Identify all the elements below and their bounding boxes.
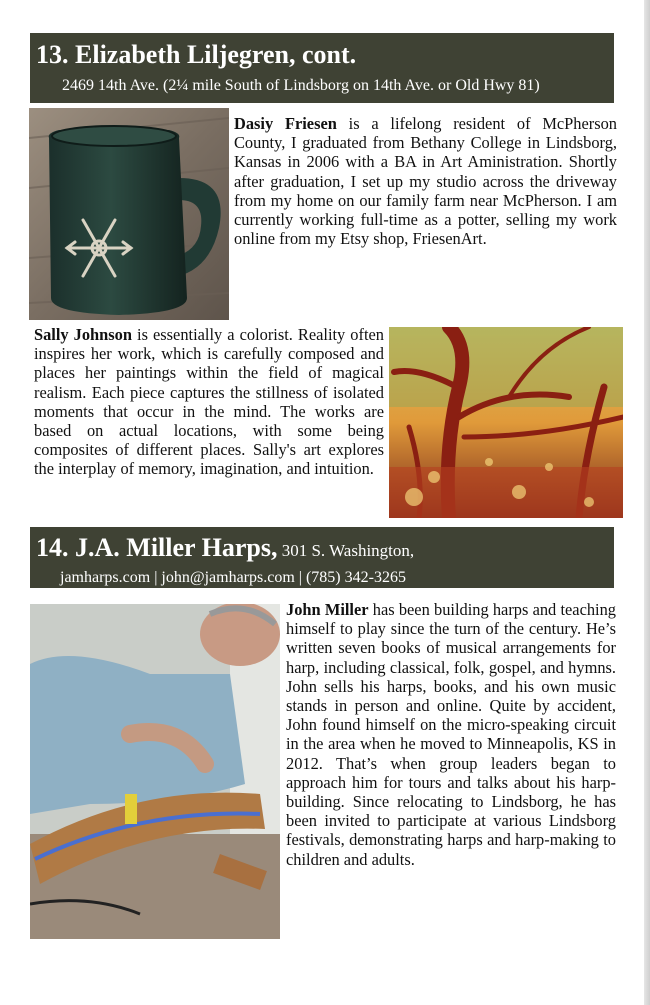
- section-13-address: 2469 14th Ave. (2¼ mile South of Lindsborg on 14th Ave. or Old Hwy 81): [62, 77, 540, 94]
- section-14-contact: jamharps.com | john@jamharps.com | (785) 342-3265: [60, 569, 406, 586]
- section-14-header: [30, 527, 614, 588]
- section-13-title: 13. Elizabeth Liljegren, cont.: [36, 40, 357, 69]
- daisy-friesen-paragraph: [234, 114, 617, 248]
- john-miller-bio: has been building harps and teaching himself to play since the turn of the century. He’s written seven books of musical arrangements for harp, including classical, folk, gospel, and hymns. John sells his harps, books, and his own music stands in person and online. Quite by accident, John found himself on the micro-speaking circuit in the area when he moved to Minneapolis, KS in 2012. That’s when group leaders began to approach him for tours and talks about his harp-building. Since relocating to Lindsborg, he has been invited to participate at various Lindsborg festivals, demonstrating harps and harp-making to children and adults.: [286, 600, 616, 869]
- section-14-title: 14. J.A. Miller Harps,: [36, 533, 278, 562]
- daisy-friesen-bio: is a lifelong resident of McPherson County, I graduated from Bethany College in Lindsborg, Kansas in 2006 with a BA in Art Aministration. Shortly after graduation, I set up my studio across the driveway from my home on our family farm near McPherson. I am currently working full-time as a potter, selling my work online from my Etsy shop, FriesenArt.: [234, 114, 617, 249]
- daisy-friesen-name: Dasiy Friesen: [234, 114, 337, 133]
- john-miller-paragraph: [286, 600, 616, 869]
- section-13-header: [30, 33, 614, 103]
- sally-johnson-paragraph: [34, 325, 384, 479]
- harp-making-photo: [30, 604, 280, 939]
- snowflake-mug-photo: [29, 108, 229, 320]
- section-14-address: 301 S. Washington,: [277, 541, 415, 560]
- section-14-title-line: [36, 533, 614, 567]
- page-edge: [644, 0, 650, 1005]
- forest-painting: [389, 327, 623, 518]
- sally-johnson-name: Sally Johnson: [34, 325, 132, 344]
- john-miller-name: John Miller: [286, 600, 369, 619]
- sally-johnson-bio: is essentially a colorist. Reality often inspires her work, which is carefully composed and places her paintings within the field of magical realism. Each piece captures the stillness of isolated moments that occur in the mind. The works are based on actual locations, with some being composites of different places. Sally's art explores the interplay of memory, imagination, and intuition.: [34, 325, 384, 479]
